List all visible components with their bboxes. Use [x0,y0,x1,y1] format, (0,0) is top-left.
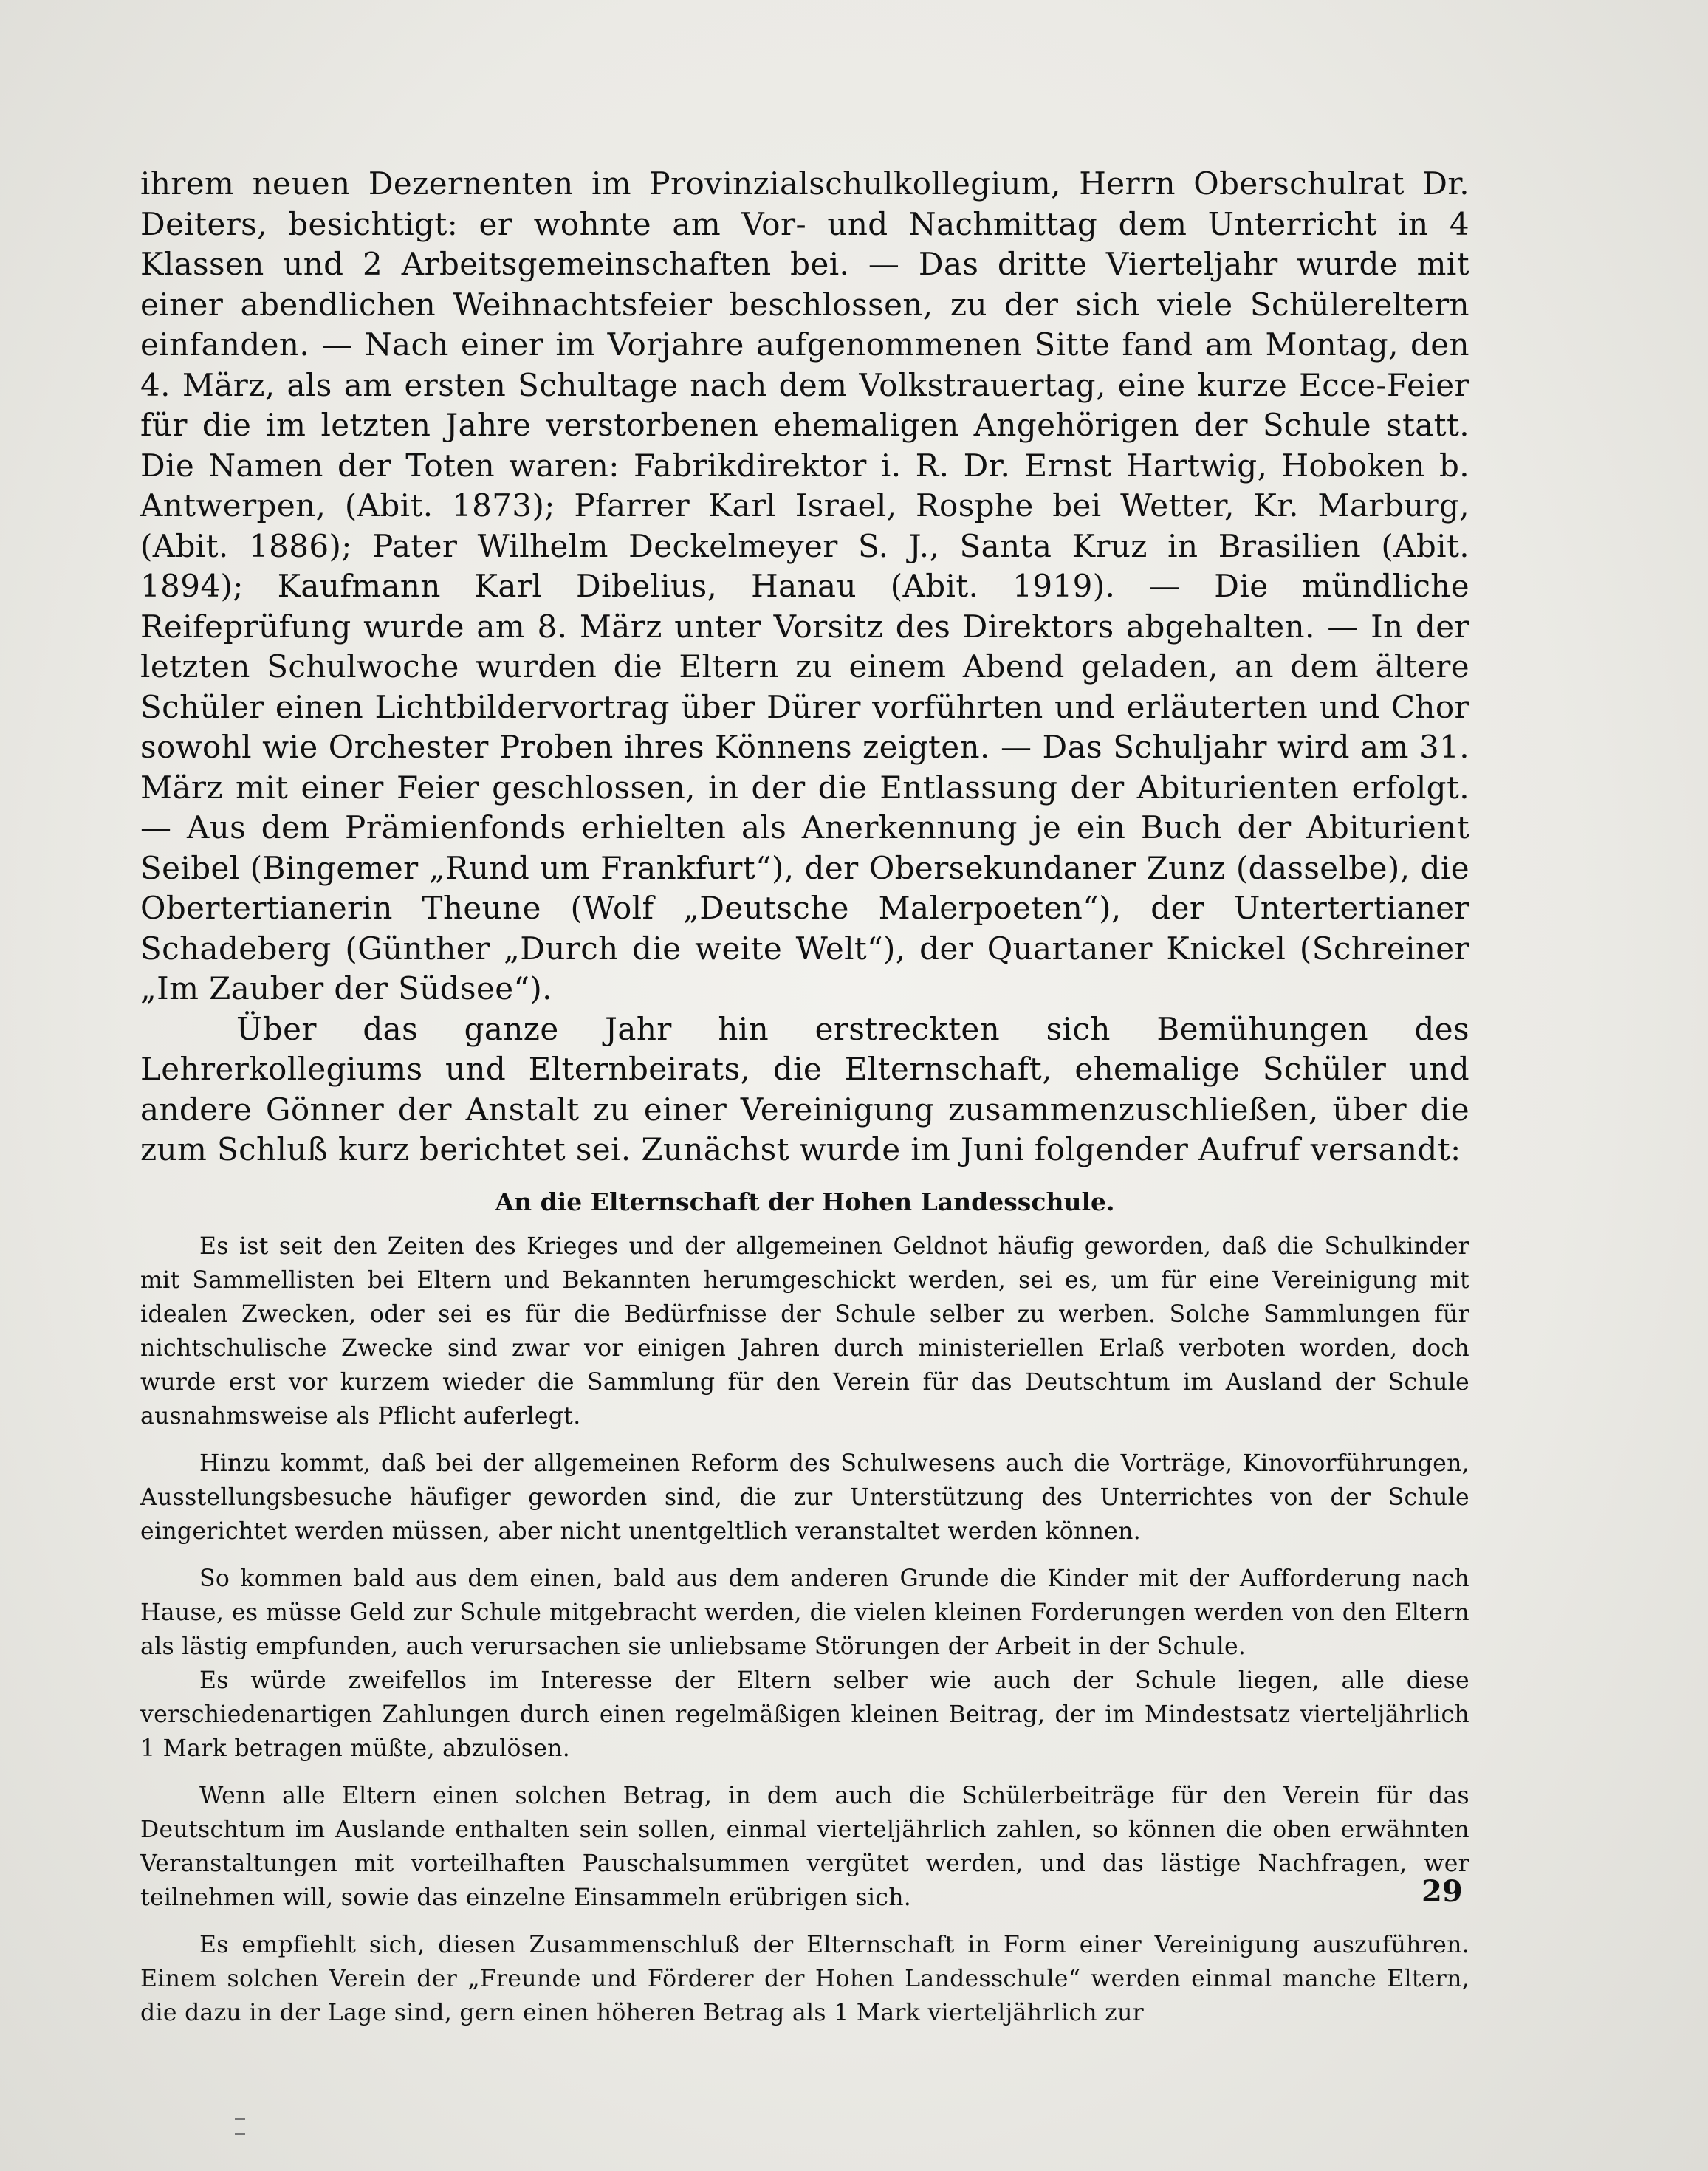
letter-paragraph: Es empfiehlt sich, diesen Zusammenschluß der Elternschaft in Form einer Vereinigung auszuführen. Einem solchen Verein der „Freunde und Förderer der Hohen Landesschule“ werden einmal manche Eltern, die dazu in der Lage sind, gern einen höheren Betrag als 1 Mark vierteljährlich zur [140,1931,1469,2026]
page-number: 29 [1421,1874,1463,1909]
letter-paragraph: Es würde zweifellos im Interesse der Eltern selber wie auch der Schule liegen, alle diese verschiedenartigen Zahlungen durch einen regelmäßigen kleinen Beitrag, der im Mindestsatz vierteljährlich 1 Mark betragen müßte, abzulösen. [140,1667,1469,1762]
letter-paragraph: Es ist seit den Zeiten des Krieges und der allgemeinen Geldnot häufig geworden, daß die Schulkinder mit Sammellisten bei Eltern und Bekannten herumgeschickt werden, sei es, um für eine Vereinigung mit idealen Zwecken, oder sei es für die Bedürfnisse der Schule selber zu werben. Solche Sammlungen für nichtschulische Zwecke sind zwar vor einigen Jahren durch ministeriellen Erlaß verboten worden, doch wurde erst vor kurzem wieder die Sammlung für den Verein für das Deutschtum im Ausland der Schule ausnahmsweise als Pflicht auferlegt. [140,1232,1469,1430]
letter-paragraph: So kommen bald aus dem einen, bald aus dem anderen Grunde die Kinder mit der Aufforderung nach Hause, es müsse Geld zur Schule mitgebracht werden, die vielen kleinen Forderungen werden von den Eltern als lästig empfunden, auch verursachen sie unliebsame Störungen der Arbeit in der Schule. [140,1565,1469,1660]
body-text [140,164,1469,2030]
letter-title: An die Elternschaft der Hohen Landesschule. [495,1187,1115,1216]
letter-paragraph: Hinzu kommt, daß bei der allgemeinen Reform des Schulwesens auch die Vorträge, Kinovorführungen, Ausstellungsbesuche häufiger geworden sind, die zur Unterstützung des Unterrichtes von der Schule eingerichtet werden müssen, aber nicht unentgeltlich veranstaltet werden können. [140,1450,1469,1545]
letter-paragraph: Wenn alle Eltern einen solchen Betrag, in dem auch die Schülerbeiträge für den Verein für das Deutschtum im Auslande enthalten sein sollen, einmal vierteljährlich zahlen, so können die oben erwähnten Veranstaltungen mit vorteilhaften Pauschalsummen vergütet werden, und das lästige Nachfragen, wer teilnehmen will, sowie das einzelne Einsammeln erübrigen sich. [140,1782,1469,1911]
report-paragraph: Über das ganze Jahr hin erstreckten sich Bemühungen des Lehrerkollegiums und Elternbeirats, die Elternschaft, ehemalige Schüler und andere Gönner der Anstalt zu einer Vereinigung zusammenzuschließen, über die zum Schluß kurz berichtet sei. Zunächst wurde im Juni folgender Aufruf versandt: [140,1010,1469,1167]
scan-mark [235,2118,245,2120]
report-paragraph: ihrem neuen Dezernenten im Provinzialschulkollegium, Herrn Oberschulrat Dr. Deiters, besichtigt: er wohnte am Vor- und Nachmittag dem Unterricht in 4 Klassen und 2 Arbeitsgemeinschaften bei. — Das dritte Vierteljahr wurde mit einer abendlichen Weihnachtsfeier beschlossen, zu der sich viele Schülereltern einfanden. — Nach einer im Vorjahre aufgenommenen Sitte fand am Montag, den 4. März, als am ersten Schultage nach dem Volkstrauertag, eine kurze Ecce-Feier für die im letzten Jahre verstorbenen ehemaligen Angehörigen der Schule statt. Die Namen der Toten waren: Fabrikdirektor i. R. Dr. Ernst Hartwig, Hoboken b. Antwerpen, (Abit. 1873); Pfarrer Karl Israel, Rosphe bei Wetter, Kr. Marburg, (Abit. 1886); Pater Wilhelm Deckelmeyer S. J., Santa Kruz in Brasilien (Abit. 1894); Kaufmann Karl Dibelius, Hanau (Abit. 1919). — Die mündliche Reifeprüfung wurde am 8. März unter Vorsitz des Direktors abgehalten. — In der letzten Schulwoche wurden die Eltern zu einem Abend geladen, an dem ältere Schüler einen Lichtbildervortrag über Dürer vorführten und erläuterten und Chor sowohl wie Orchester Proben ihres Könnens zeigten. — Das Schuljahr wird am 31. März mit einer Feier geschlossen, in der die Entlassung der Abiturienten erfolgt. — Aus dem Prämienfonds erhielten als Anerkennung je ein Buch der Abiturient Seibel (Bingemer „Rund um Frankfurt“), der Obersekundaner Zunz (dasselbe), die Obertertianerin Theune (Wolf „Deutsche Malerpoeten“), der Untertertianer Schadeberg (Günther „Durch die weite Welt“), der Quartaner Knickel (Schreiner „Im Zauber der Südsee“). [140,165,1469,1006]
scan-mark [235,2133,245,2135]
